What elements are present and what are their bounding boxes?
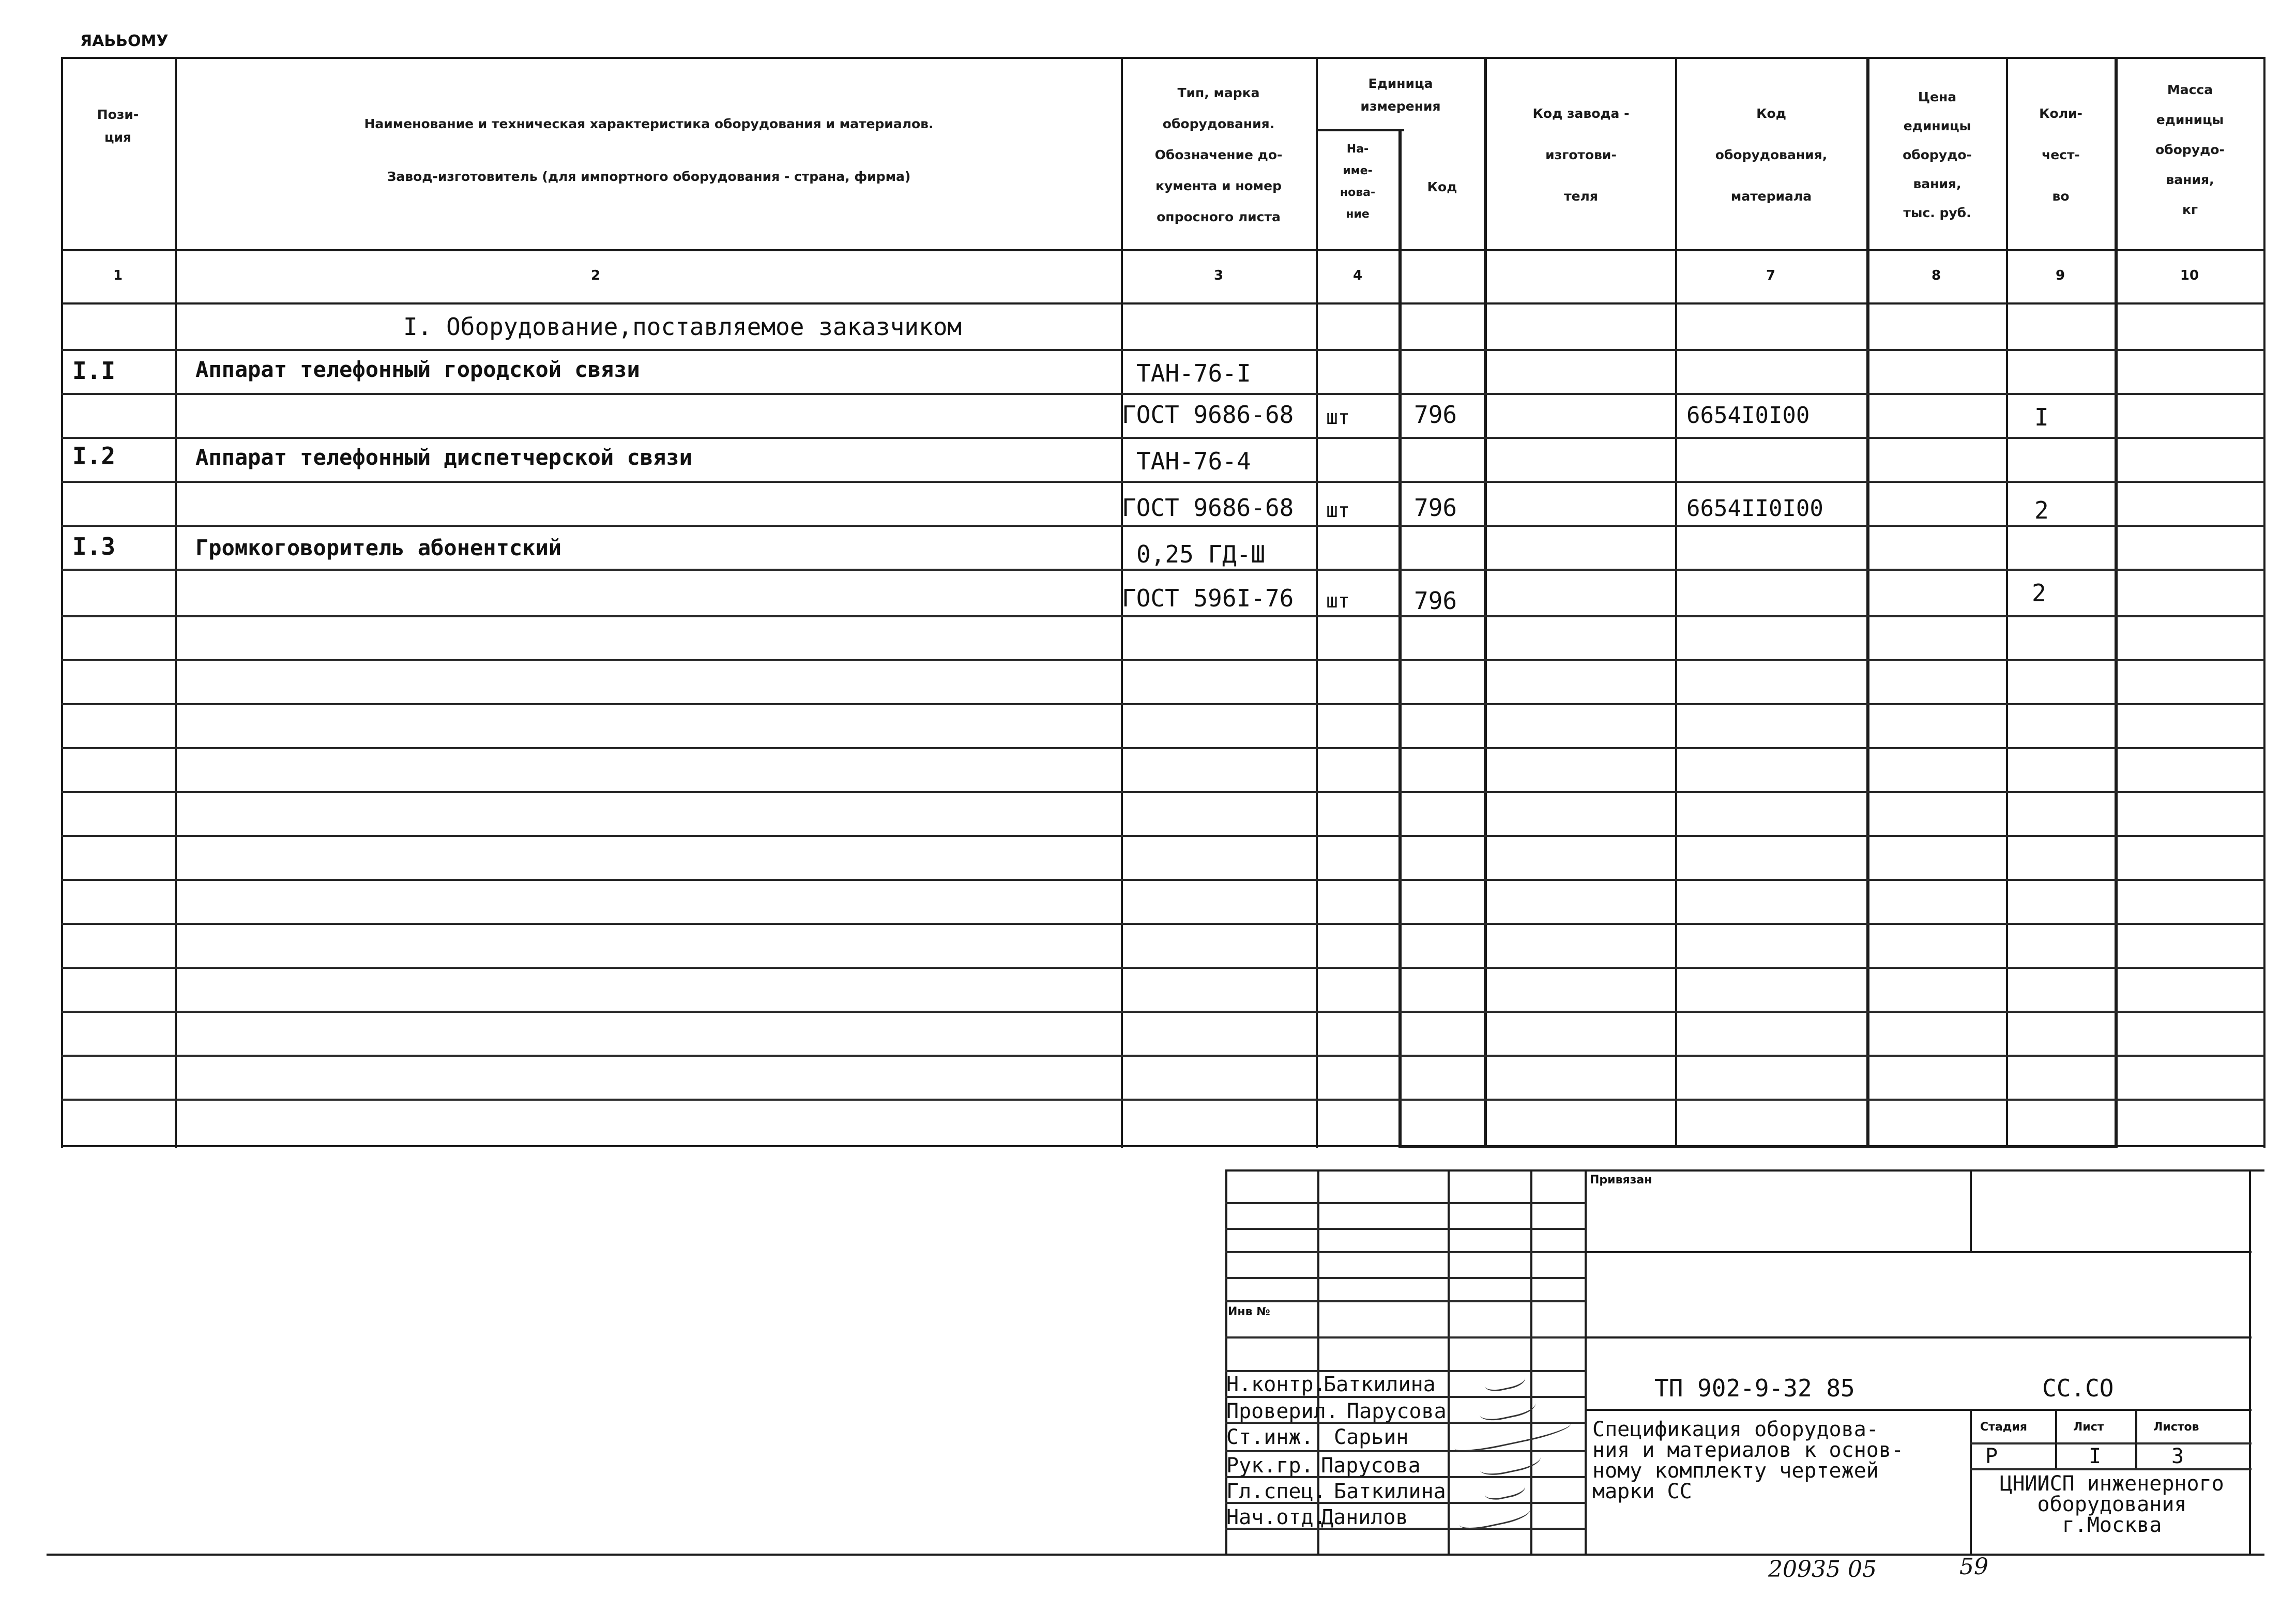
header-type: Тип, марка оборудования. Обозначение до- кумента и номер опросного листа [1154,85,1283,224]
row-name: Громкоговоритель абонентский [195,535,562,560]
row-position: I.2 [72,442,116,470]
row-type: ГОСТ 596I-76 [1122,584,1294,612]
colnum-4: 4 [1352,268,1363,283]
stage-label: Стадия [1980,1421,2028,1434]
signature [1477,1390,1538,1424]
row-qty: 2 [2034,496,2049,524]
row-code: 6654II0I00 [1686,495,1823,522]
header-mass: Масса единицы оборудо- вания, кг [2155,82,2225,217]
row-type: ТАН-76-4 [1136,447,1251,475]
role-name: Баткилина [1334,1480,1446,1503]
row-type: 0,25 ГД-Ш [1136,540,1266,568]
row-type: ГОСТ 9686-68 [1122,494,1294,522]
header-unit-code: Код [1427,179,1457,194]
role-label: Н.контр. [1226,1373,1326,1396]
row-position: I.I [72,357,116,385]
header-equipment-code: Код оборудования, материала [1715,106,1828,204]
inventory-number-label: Инв № [1228,1305,1270,1318]
signature [1482,1474,1527,1502]
colnum-3: 3 [1213,268,1224,283]
role-name: Данилов [1321,1505,1408,1529]
row-unit-code: 796 [1414,494,1457,522]
sheet-label: Лист [2073,1421,2104,1434]
row-name: Аппарат телефонный городской связи [195,357,640,382]
role-label: Ст.инж. [1226,1425,1314,1449]
document-description: Спецификация оборудова- ния и материалов к основ- ному комплекту чертежей марки СС [1592,1418,1904,1503]
sheets-value: 3 [2171,1444,2184,1468]
archive-number: 20935 05 [1768,1556,1877,1583]
sheets-label: Листов [2153,1421,2199,1434]
row-type: ГОСТ 9686-68 [1122,401,1294,429]
section-title: I. Оборудование,поставляемое заказчиком [403,313,962,341]
row-position: I.3 [72,533,116,560]
stage-value: Р [1985,1444,1998,1468]
page-number: 59 [1959,1554,1988,1580]
corner-mark: ЯАЬЬОМУ [80,32,169,50]
row-unit-code: 796 [1414,587,1457,615]
role-name: Парусова [1321,1454,1421,1478]
document-mark: СС.СО [2042,1374,2114,1402]
header-price: Цена единицы оборудо- вания, тыс. руб. [1903,89,1972,220]
role-name: Парусова [1347,1400,1447,1423]
role-label: Рук.гр. [1226,1454,1314,1478]
colnum-9: 9 [2055,268,2065,283]
colnum-1: 1 [113,268,123,283]
organization: ЦНИИСП инженерного оборудования г.Москва [2000,1472,2224,1537]
header-name-line1: Наименование и техническая характеристика оборудования и материалов. [364,116,934,131]
privyazan-label: Привязан [1590,1174,1652,1187]
document-number: ТП 902-9-32 85 [1654,1374,1855,1402]
row-code: 6654I0I00 [1686,402,1810,429]
role-label: Гл.спец. [1226,1480,1326,1503]
row-qty: 2 [2032,579,2046,607]
role-label: Нач.отд. [1226,1505,1326,1529]
colnum-7: 7 [1766,268,1776,283]
header-unit-name: На- име- нова- ние [1340,143,1376,221]
sheet-value: I [2089,1444,2102,1468]
row-qty: I [2034,403,2049,431]
header-factory-code: Код завода - изготови- теля [1532,106,1630,204]
header-unit-group: Единица измерения [1360,76,1441,114]
row-type: ТАН-76-I [1136,359,1251,387]
header-position: Пози- ция [97,107,139,145]
row-unit-code: 796 [1414,401,1457,429]
row-unit: шт [1326,499,1350,522]
role-name: Сарьин [1334,1425,1409,1449]
role-name: Баткилина [1324,1373,1436,1396]
colnum-10: 10 [2180,268,2199,283]
header-name-line2: Завод-изготовитель (для импортного оборудования - страна, фирма) [387,169,911,184]
header-quantity: Коли- чест- во [2039,106,2082,204]
row-unit: шт [1326,406,1350,429]
colnum-8: 8 [1931,268,1941,283]
colnum-2: 2 [590,268,601,283]
row-name: Аппарат телефонный диспетчерской связи [195,445,692,470]
row-unit: шт [1326,589,1350,612]
role-label: Проверил. [1226,1400,1339,1423]
